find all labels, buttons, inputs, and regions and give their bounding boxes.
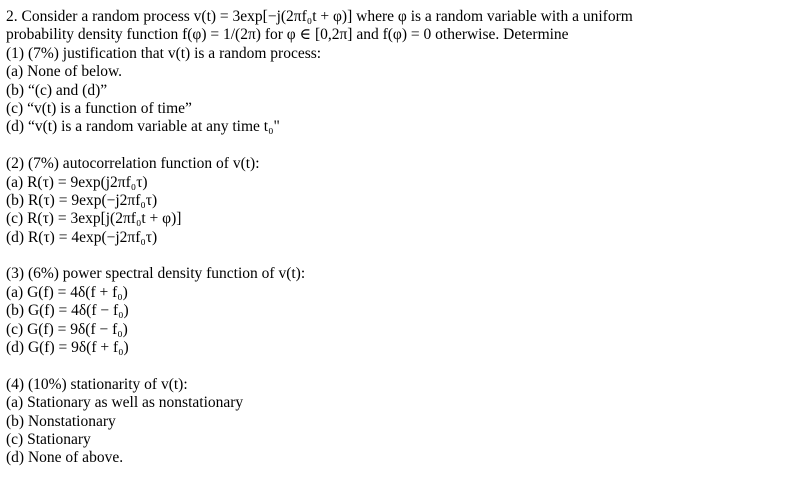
option-a: (a) Stationary as well as nonstationary [6, 394, 244, 412]
option-c: (c) R(τ) = 3exp[j(2πf₀t + φ)] [6, 210, 182, 228]
option-c: (c) Stationary [6, 430, 91, 448]
option-c: (c) G(f) = 9δ(f − f₀) [6, 320, 128, 338]
intro-line-2: probability density function f(φ) = 1/(2π) for φ ∈ [0,2π] and f(φ) = 0 otherwise. Determine [6, 26, 569, 44]
intro-line-1: 2. Consider a random process v(t) = 3exp[−j(2πf₀t + φ)] where φ is a random variable with a uniform [6, 8, 633, 25]
option-a: (a) G(f) = 4δ(f + f₀) [6, 283, 128, 301]
spacer [6, 357, 781, 375]
option-d: (d) “v(t) is a random variable at any time t₀" [6, 118, 280, 136]
question-3 [6, 265, 781, 357]
question-2 [6, 155, 781, 247]
option-d: (d) G(f) = 9δ(f + f₀) [6, 339, 129, 357]
spacer [6, 137, 781, 155]
question-prompt: (1) (7%) justification that v(t) is a random process: [6, 44, 322, 62]
option-c: (c) “v(t) is a function of time” [6, 99, 192, 117]
option-a: (a) R(τ) = 9exp(j2πf₀τ) [6, 173, 148, 191]
option-a: (a) None of below. [6, 63, 123, 81]
question-1 [6, 45, 781, 137]
question-prompt: (2) (7%) autocorrelation function of v(t): [6, 155, 260, 173]
document-body [6, 8, 781, 468]
question-4 [6, 376, 781, 468]
option-d: (d) None of above. [6, 449, 124, 467]
option-b: (b) “(c) and (d)” [6, 81, 108, 99]
question-prompt: (4) (10%) stationarity of v(t): [6, 375, 188, 393]
spacer [6, 247, 781, 265]
option-b: (b) G(f) = 4δ(f − f₀) [6, 302, 129, 320]
option-b: (b) Nonstationary [6, 412, 116, 430]
option-d: (d) R(τ) = 4exp(−j2πf₀τ) [6, 228, 158, 246]
question-prompt: (3) (6%) power spectral density function of v(t): [6, 265, 306, 283]
option-b: (b) R(τ) = 9exp(−j2πf₀τ) [6, 191, 158, 209]
